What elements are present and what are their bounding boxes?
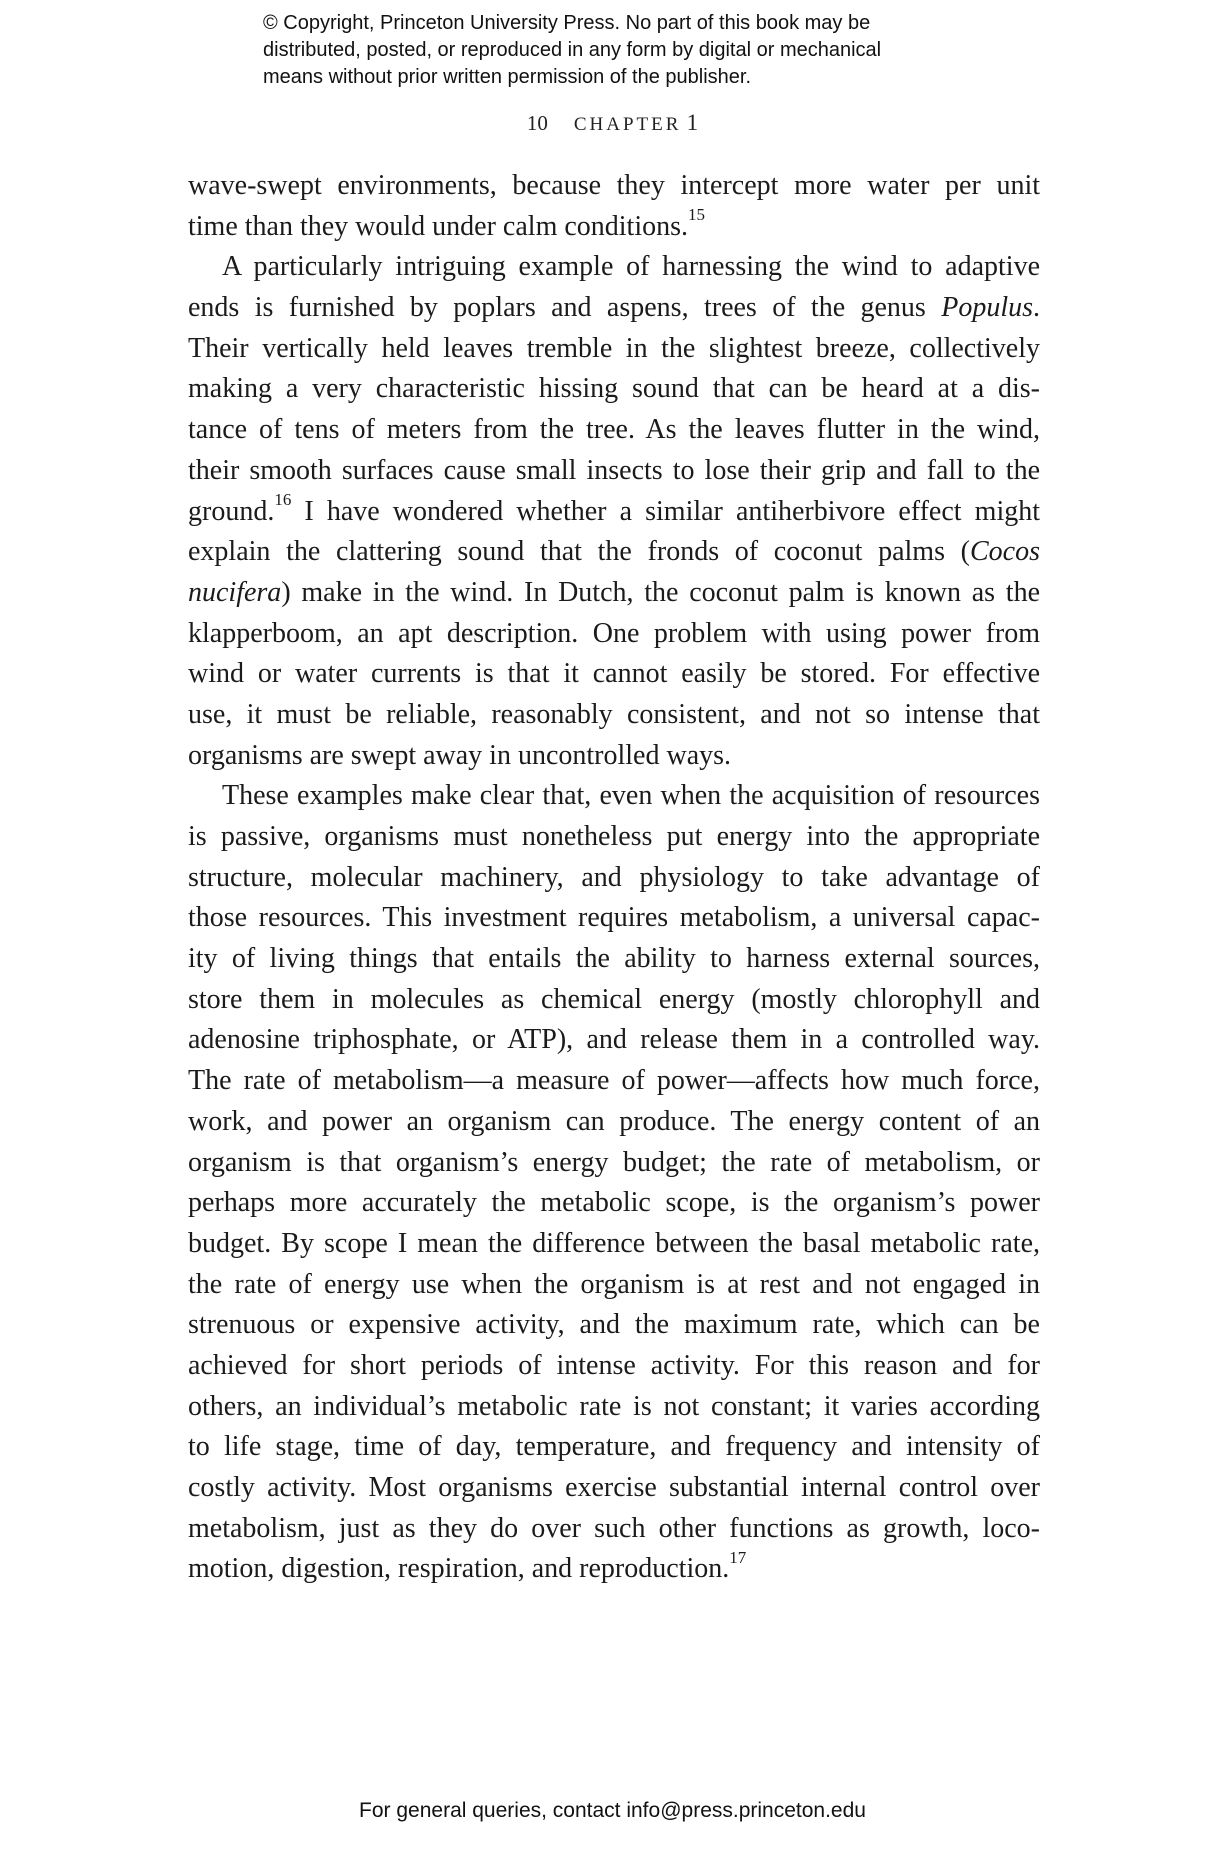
text-line: A particularly intriguing example of harnessing the wind to adaptive bbox=[222, 251, 1040, 283]
paragraph bbox=[188, 247, 1040, 776]
copyright-notice bbox=[263, 10, 963, 91]
paragraph bbox=[188, 776, 1040, 1590]
text-line: others, an individual’s metabolic rate is not constant; it varies according bbox=[188, 1390, 1040, 1422]
text-line: the rate of energy use when the organism is at rest and not engaged in bbox=[188, 1268, 1040, 1300]
text-line: to life stage, time of day, temperature, and frequency and intensity of bbox=[188, 1431, 1040, 1463]
text-line: use, it must be reliable, reasonably consistent, and not so intense that bbox=[188, 698, 1040, 730]
text-line: motion, digestion, respiration, and reproduction.$^{17}$ bbox=[188, 1548, 747, 1585]
text-line: organisms are swept away in uncontrolled ways. bbox=[188, 739, 732, 771]
text-line: klapperboom, an apt description. One problem with using power from bbox=[188, 617, 1040, 649]
chapter-label: CHAPTER bbox=[573, 114, 682, 135]
text-line: budget. By scope I mean the difference between the basal metabolic rate, bbox=[188, 1227, 1040, 1259]
text-line: those resources. This investment requires metabolism, a universal capac- bbox=[188, 902, 1040, 934]
copyright-line: distributed, posted, or reproduced in any form by digital or mechanical bbox=[263, 39, 882, 61]
text-line: costly activity. Most organisms exercise substantial internal control over bbox=[188, 1472, 1040, 1503]
copyright-line: © Copyright, Princeton University Press. No part of this book may be bbox=[263, 12, 871, 34]
text-line: nucifera) make in the wind. In Dutch, the coconut palm is known as the bbox=[188, 576, 1040, 608]
text-line: time than they would under calm conditions.$^{15}$ bbox=[188, 205, 706, 242]
italic-term: Cocos bbox=[970, 536, 1040, 568]
text-line: adenosine triphosphate, or ATP), and release them in a controlled way. bbox=[188, 1024, 1040, 1056]
text-line: store them in molecules as chemical energy (mostly chlorophyll and bbox=[188, 983, 1040, 1015]
text-line: wind or water currents is that it cannot easily be stored. For effective bbox=[188, 658, 1040, 690]
text-line: structure, molecular machinery, and physiology to take advantage of bbox=[188, 861, 1040, 893]
text-line: their smooth surfaces cause small insects to lose their grip and fall to the bbox=[188, 454, 1040, 486]
page-number: 10 bbox=[526, 111, 548, 135]
text-line: organism is that organism’s energy budget; the rate of metabolism, or bbox=[188, 1146, 1040, 1178]
running-head bbox=[0, 110, 1225, 136]
footnote-ref[interactable]: 17 bbox=[729, 1548, 747, 1568]
text-line: explain the clattering sound that the fronds of coconut palms (Cocos bbox=[188, 536, 1040, 568]
text-line: ends is furnished by poplars and aspens, trees of the genus Populus. bbox=[188, 292, 1040, 324]
footnote-ref[interactable]: 15 bbox=[688, 205, 706, 225]
text-line: These examples make clear that, even when the acquisition of resources bbox=[222, 780, 1040, 812]
italic-term: nucifera bbox=[188, 576, 282, 608]
text-line: tance of tens of meters from the tree. As the leaves flutter in the wind, bbox=[188, 414, 1040, 446]
text-line: ity of living things that entails the ability to harness external sources, bbox=[188, 943, 1040, 975]
text-line: is passive, organisms must nonetheless put energy into the appropriate bbox=[188, 821, 1040, 852]
text-line: metabolism, just as they do over such other functions as growth, loco- bbox=[188, 1512, 1040, 1544]
text-line: wave-swept environments, because they intercept more water per unit bbox=[188, 170, 1040, 201]
italic-term: Populus bbox=[941, 292, 1033, 324]
footer-contact: For general queries, contact info@press.princeton.edu bbox=[359, 1799, 866, 1822]
text-line: achieved for short periods of intense activity. For this reason and for bbox=[188, 1349, 1040, 1381]
paragraph bbox=[188, 166, 1040, 247]
body-text bbox=[188, 166, 1040, 1590]
copyright-line: means without prior written permission of the publisher. bbox=[263, 66, 752, 88]
text-line: making a very characteristic hissing sound that can be heard at a dis- bbox=[188, 373, 1040, 405]
chapter-number: 1 bbox=[686, 110, 699, 135]
text-line: work, and power an organism can produce. The energy content of an bbox=[188, 1105, 1040, 1137]
text-line: ground.$^{16}$ I have wondered whether a similar antiherbivore effect might bbox=[188, 490, 1040, 527]
text-line: The rate of metabolism—a measure of power—affects how much force, bbox=[188, 1065, 1040, 1097]
text-line: perhaps more accurately the metabolic scope, is the organism’s power bbox=[188, 1187, 1040, 1219]
text-line: strenuous or expensive activity, and the maximum rate, which can be bbox=[188, 1309, 1040, 1341]
text-line: Their vertically held leaves tremble in the slightest breeze, collectively bbox=[188, 332, 1040, 364]
footnote-ref[interactable]: 16 bbox=[274, 490, 292, 510]
